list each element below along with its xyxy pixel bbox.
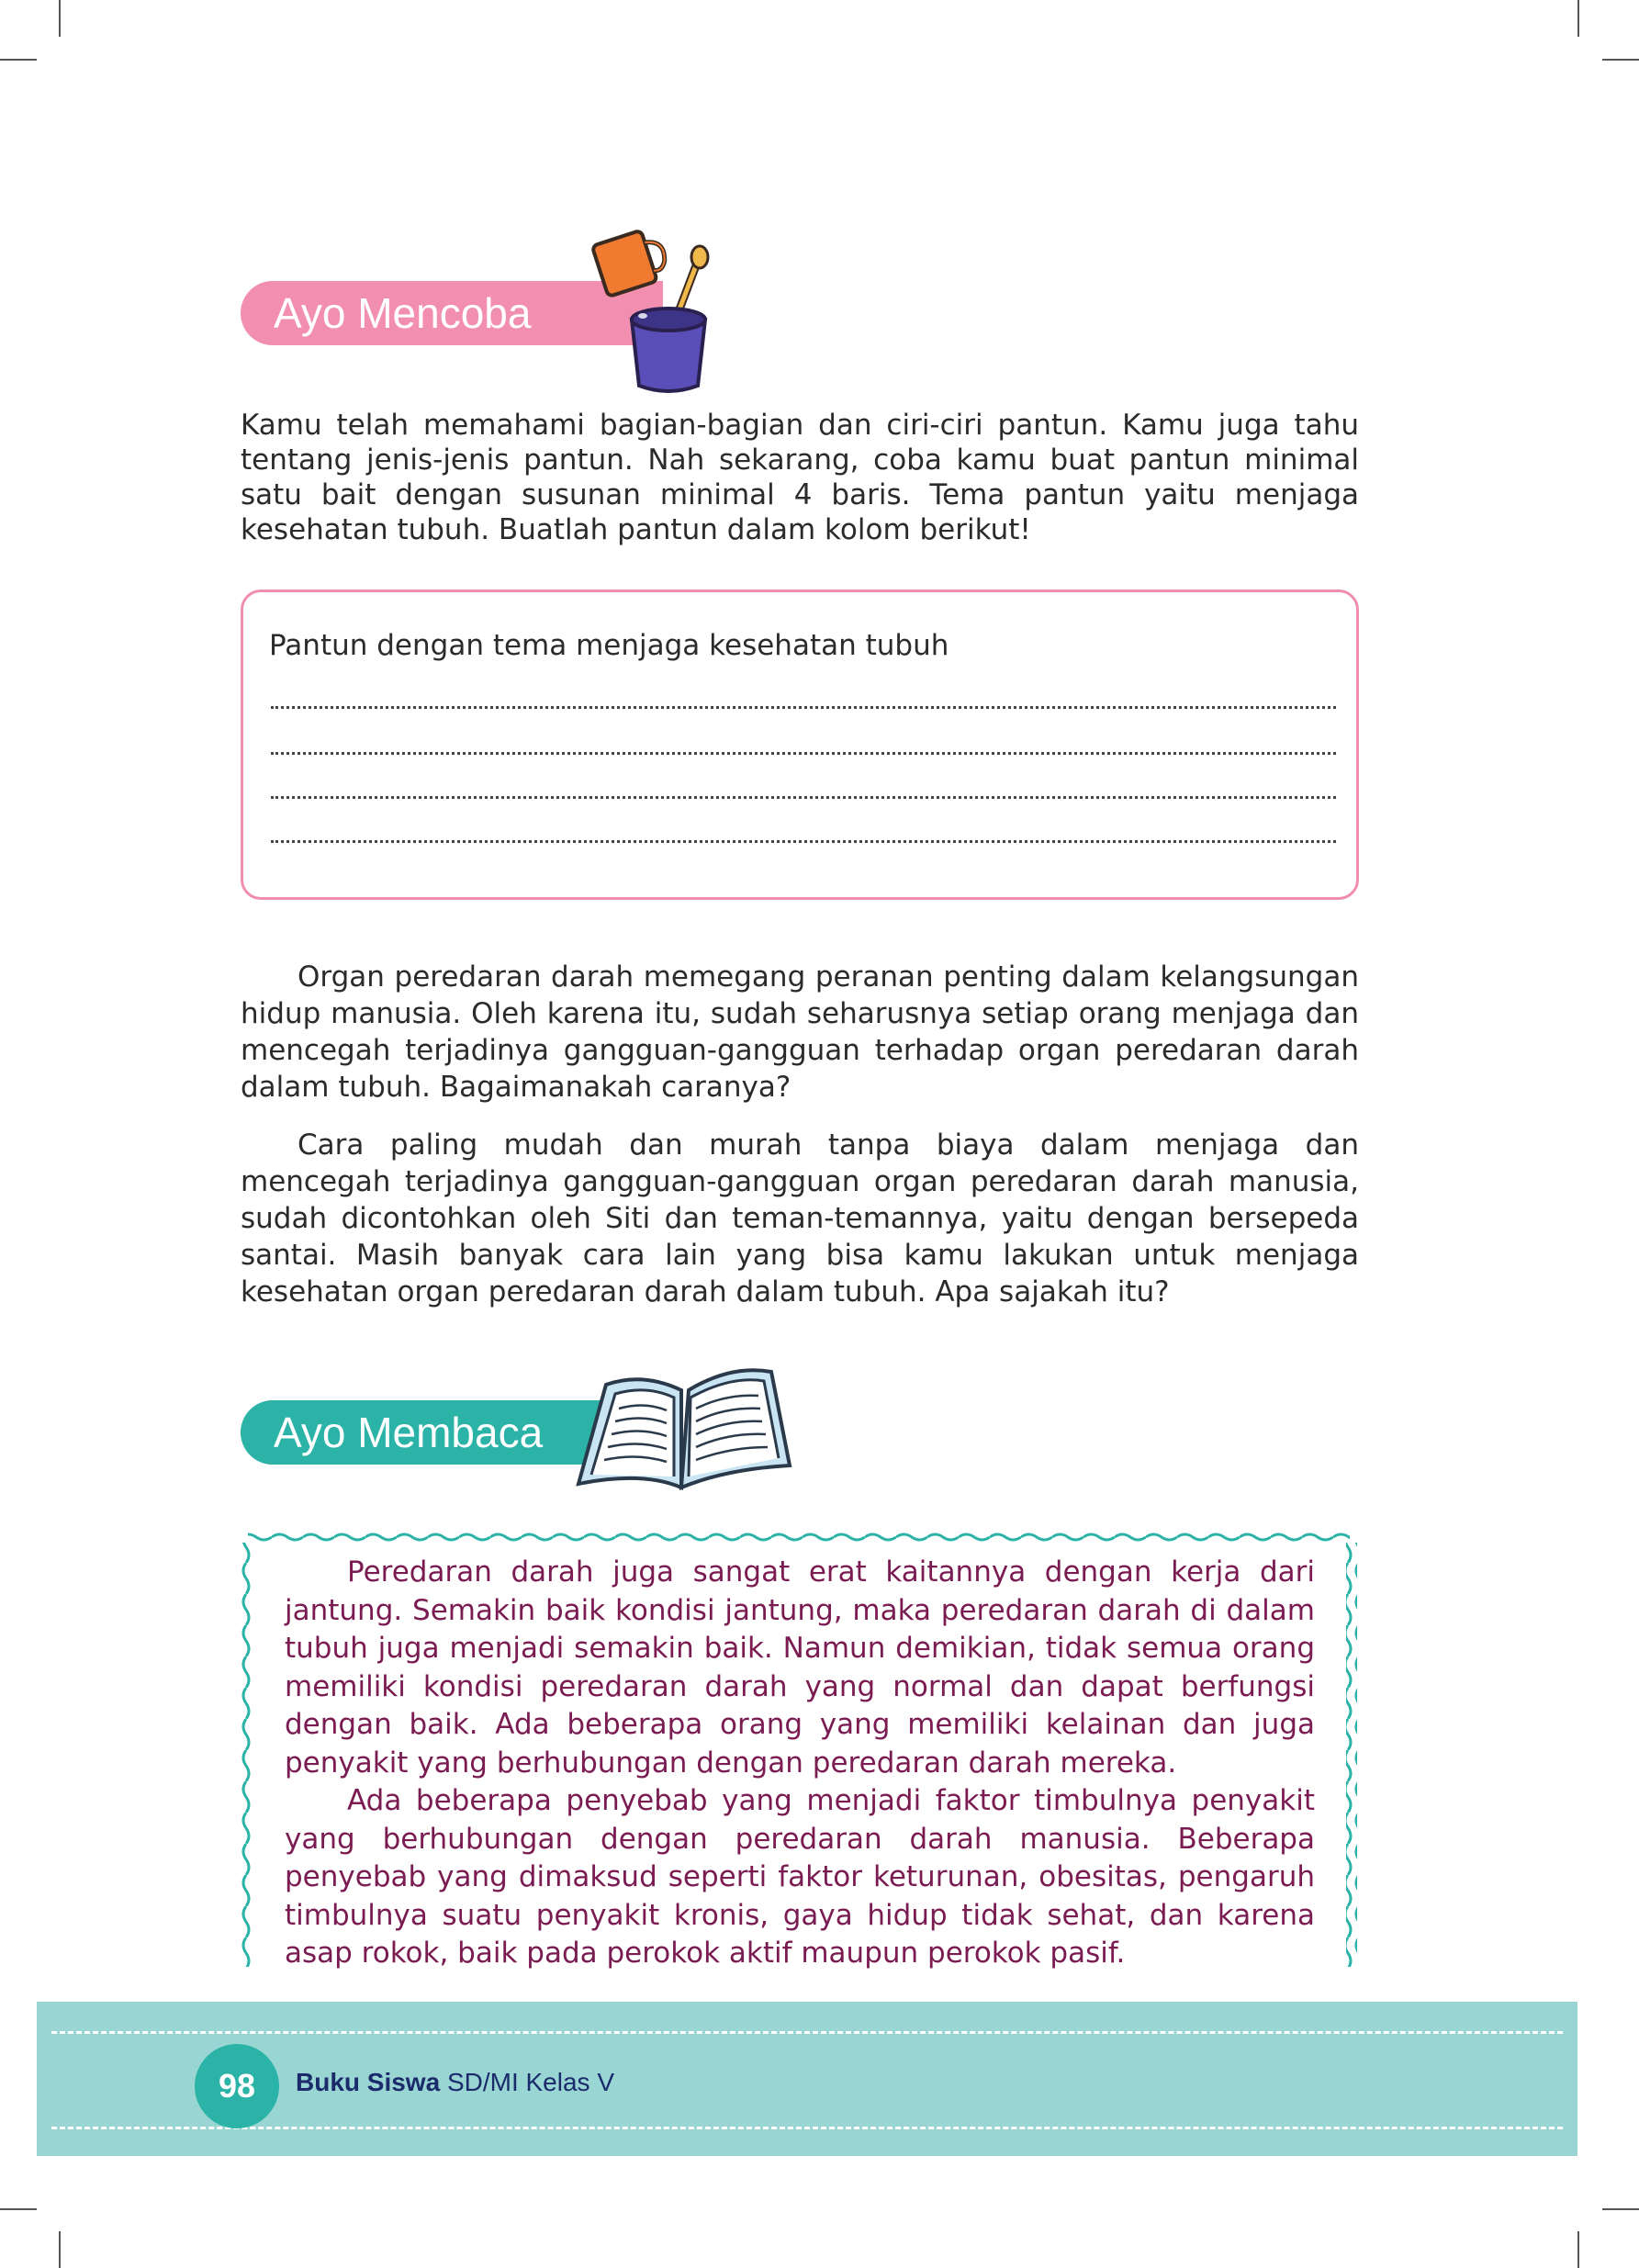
book-title-rest: SD/MI Kelas V xyxy=(440,2068,615,2096)
crop-mark xyxy=(59,0,61,37)
crop-mark xyxy=(1577,0,1579,37)
book-title-bold: Buku Siswa xyxy=(296,2068,441,2096)
reading-paragraph-1: Peredaran darah juga sangat erat kaitannya dengan kerja dari jantung. Semakin baik kondisi jantung, maka peredaran darah di dalam tubuh juga menjadi semakin baik. Namun demikian, tidak semua orang memiliki kondisi peredaran darah yang normal dan dapat berfungsi dengan baik. Ada beberapa orang yang memiliki kelainan dan juga penyakit yang berhubungan dengan peredaran darah mereka. xyxy=(285,1555,1315,1780)
reading-box xyxy=(241,1532,1359,1972)
body-paragraph-1: Organ peredaran darah memegang peranan penting dalam kelangsungan hidup manusia. Oleh karena itu, sudah seharusnya setiap orang menjaga dan mencegah terjadinya gangguan-gangguan terhadap organ peredaran darah dalam tubuh. Bagaimanakah caranya? xyxy=(241,960,1359,1104)
book-title xyxy=(296,2068,614,2097)
crop-mark xyxy=(0,59,37,61)
intro-paragraph: Kamu telah memahami bagian-bagian dan ciri-ciri pantun. Kamu juga tahu tentang jenis-jenis pantun. Nah sekarang, coba kamu buat pantun minimal satu bait dengan susunan minimal 4 baris. Tema pantun yaitu menjaga kesehatan tubuh. Buatlah pantun dalam kolom berikut! xyxy=(241,409,1359,546)
crop-mark xyxy=(59,2231,61,2268)
footer-dash-top xyxy=(51,2031,1563,2034)
writing-line[interactable] xyxy=(271,792,1336,799)
footer-dash-bottom xyxy=(51,2127,1563,2129)
writing-line[interactable] xyxy=(271,748,1336,755)
page-footer xyxy=(37,2002,1577,2156)
mug-and-pot-icon xyxy=(578,217,716,397)
crop-mark xyxy=(0,2208,37,2210)
writing-line[interactable] xyxy=(271,702,1336,709)
reading-text xyxy=(285,1554,1315,1973)
crop-mark xyxy=(1577,2231,1579,2268)
open-book-icon xyxy=(569,1366,799,1495)
writing-line[interactable] xyxy=(271,836,1336,843)
reading-paragraph-2: Ada beberapa penyebab yang menjadi faktor timbulnya penyakit yang berhubungan dengan peredaran darah manusia. Beberapa penyebab yang dimaksud seperti faktor keturunan, obesitas, pengaruh timbulnya suatu penyakit kronis, gaya hidup tidak sehat, dan karena asap rokok, baik pada perokok aktif maupun perokok pasif. xyxy=(285,1784,1315,1970)
section-heading-membaca: Ayo Membaca xyxy=(241,1400,626,1465)
page-number: 98 xyxy=(195,2044,279,2128)
body-paragraph-2: Cara paling mudah dan murah tanpa biaya dalam menjaga dan mencegah terjadinya gangguan-gangguan organ peredaran darah manusia, sudah dicontohkan oleh Siti dan teman-temannya, yaitu dengan bersepeda santai. Masih banyak cara lain yang bisa kamu lakukan untuk menjaga kesehatan organ peredaran darah dalam tubuh. Apa sajakah itu? xyxy=(241,1128,1359,1308)
pantun-box-title: Pantun dengan tema menjaga kesehatan tubuh xyxy=(269,629,949,662)
pantun-writing-box xyxy=(241,589,1359,900)
crop-mark xyxy=(1602,59,1639,61)
crop-mark xyxy=(1602,2208,1639,2210)
section-heading-mencoba: Ayo Mencoba xyxy=(241,281,663,345)
